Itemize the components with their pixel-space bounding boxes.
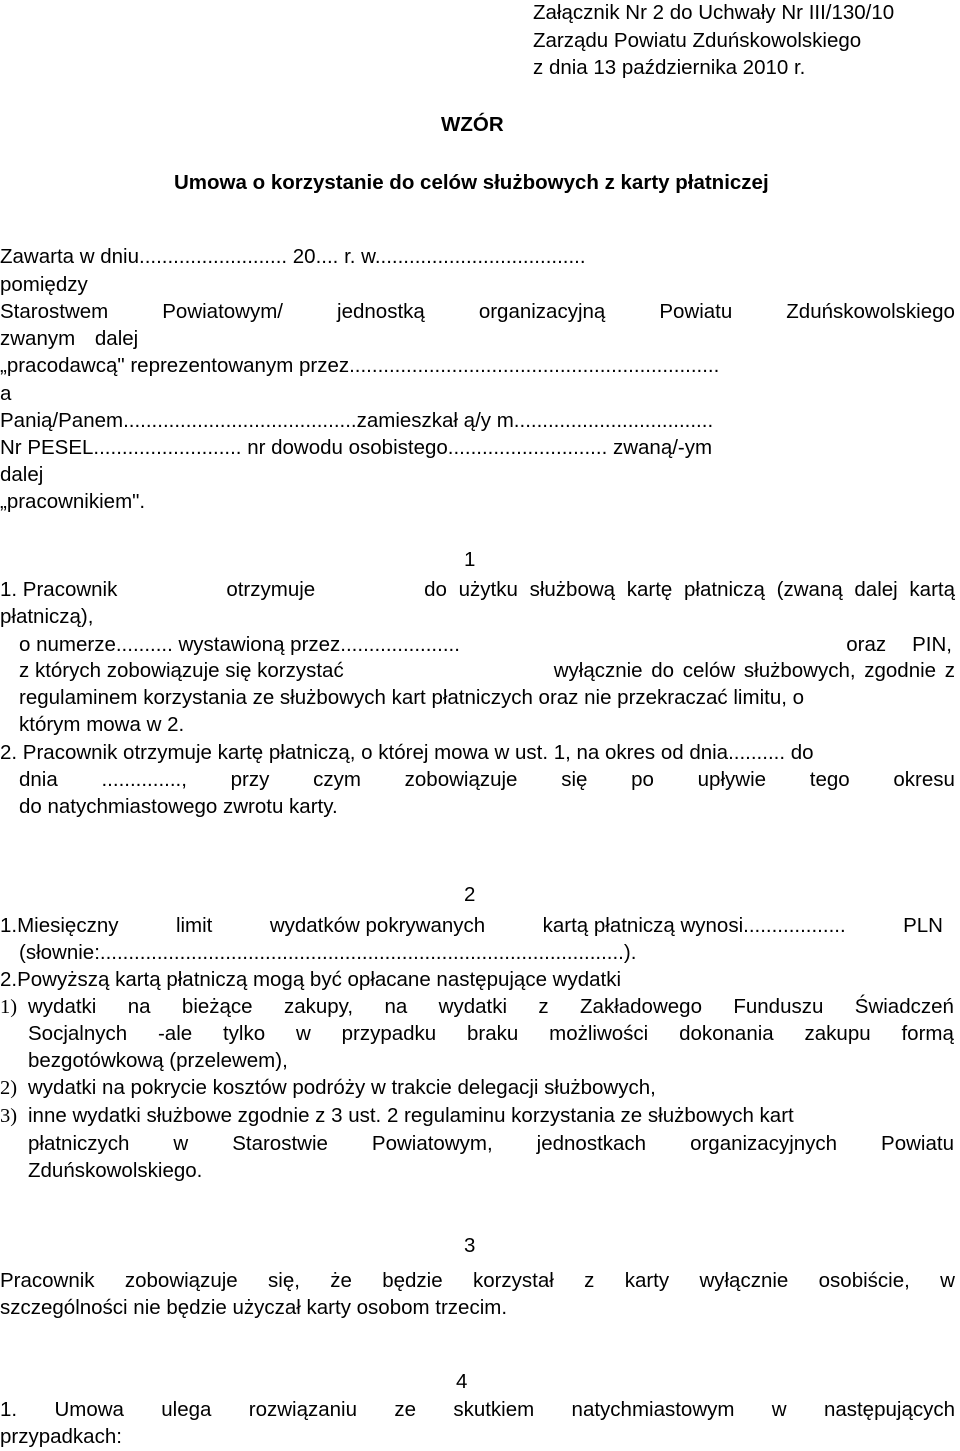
s1-p1-line-6: którym mowa w 2. xyxy=(19,713,185,736)
word: wydatki xyxy=(28,995,97,1018)
word: zobowiązuje xyxy=(404,768,518,791)
intro-line-5: „pracodawcą" reprezentowanym przez................................................................. xyxy=(0,354,720,377)
word: zakupu xyxy=(804,1022,871,1045)
word: z xyxy=(584,1269,595,1292)
section-3-heading xyxy=(464,1236,475,1257)
word: 1. xyxy=(0,1398,18,1421)
phrase: z których zobowiązuje się korzystać xyxy=(19,659,344,682)
phrase: otrzymuje xyxy=(226,578,316,601)
word: Funduszu xyxy=(733,995,824,1018)
word: -ale xyxy=(157,1022,193,1045)
word: dnia xyxy=(19,768,58,791)
word: organizacyjnych xyxy=(690,1132,838,1155)
s1-p1-line-4 xyxy=(19,661,955,682)
s2-p1-line-1 xyxy=(0,916,943,937)
section-4-heading xyxy=(456,1372,467,1393)
s2-p1-line-2: (słownie:............................................................................................). xyxy=(19,941,637,964)
word: korzystał xyxy=(472,1269,554,1292)
word: zakupy, xyxy=(283,995,354,1018)
word: czym xyxy=(313,768,361,791)
section-number: 4 xyxy=(456,1370,468,1393)
s1-p2-line-2 xyxy=(19,770,955,791)
phrase: PIN, xyxy=(912,633,952,656)
phrase: wyłącznie do celów służbowych, zgodnie z xyxy=(553,659,955,682)
s3-line-2: szczególności nie będzie użyczał karty osobom trzecim. xyxy=(0,1296,508,1319)
word: że xyxy=(330,1269,352,1292)
s2-p2: 2.Powyższą kartą płatniczą mogą być opłacane następujące wydatki xyxy=(0,968,622,991)
word: .............., xyxy=(101,768,187,791)
word: Powiatu xyxy=(659,300,733,323)
intro-line-9: dalej xyxy=(0,463,44,486)
word: ze xyxy=(394,1398,416,1421)
word: w xyxy=(173,1132,189,1155)
item-1-line-3: bezgotówkową (przelewem), xyxy=(28,1049,288,1072)
word: przypadku xyxy=(341,1022,437,1045)
word: się, xyxy=(268,1269,300,1292)
s4-line-1 xyxy=(0,1400,955,1421)
intro-line-7: Panią/Panem.........................................zamieszkał ą/y m................................... xyxy=(0,409,714,432)
word: skutkiem xyxy=(453,1398,535,1421)
word: ulega xyxy=(161,1398,212,1421)
word: tylko xyxy=(222,1022,266,1045)
section-1-heading xyxy=(464,550,475,571)
item-1-line-2 xyxy=(28,1024,954,1045)
word: braku xyxy=(467,1022,519,1045)
word: jednostką xyxy=(337,300,425,323)
word: PLN xyxy=(903,914,943,937)
phrase: o numerze.......... wystawioną przez..................... xyxy=(19,633,460,656)
word: z xyxy=(538,995,549,1018)
word: w xyxy=(771,1398,787,1421)
s1-p1-line-3 xyxy=(19,635,952,656)
word: bieżące xyxy=(181,995,253,1018)
word: przy xyxy=(230,768,270,791)
s1-p1-line-2: płatniczą), xyxy=(0,605,94,628)
word: na xyxy=(127,995,151,1018)
word: Socjalnych xyxy=(28,1022,128,1045)
intro-line-1: Zawarta w dniu.......................... 20.... r. w..................................... xyxy=(0,245,586,268)
word: Starostwie xyxy=(232,1132,328,1155)
section-number: 3 xyxy=(464,1234,476,1257)
s1-p1-line-1 xyxy=(0,580,955,601)
intro-line-8: Nr PESEL.......................... nr dowodu osobistego............................ zwaną/-ym xyxy=(0,436,713,459)
word: okresu xyxy=(893,768,955,791)
word: płatniczych xyxy=(28,1132,130,1155)
s4-line-2: przypadkach: xyxy=(0,1425,122,1448)
phrase: 1. Pracownik xyxy=(0,578,118,601)
item-2-number: 2) xyxy=(0,1077,18,1099)
annex-line-3: z dnia 13 października 2010 r. xyxy=(533,56,806,79)
s1-p2-line-1: 2. Pracownik otrzymuje kartę płatniczą, o której mowa w ust. 1, na okres od dnia.......... do xyxy=(0,741,814,764)
word: dalej xyxy=(94,327,139,350)
intro-line-4 xyxy=(0,329,138,350)
word: karty xyxy=(624,1269,670,1292)
word: Zakładowego xyxy=(580,995,702,1018)
word: osobiście, xyxy=(818,1269,910,1292)
word: następujących xyxy=(823,1398,955,1421)
word: formą xyxy=(901,1022,954,1045)
word: Powiatowym, xyxy=(371,1132,493,1155)
word: się xyxy=(561,768,588,791)
word: po xyxy=(631,768,654,791)
section-number: 1 xyxy=(464,548,476,571)
section-2-heading xyxy=(464,885,475,906)
word: 1.Miesięczny xyxy=(0,914,119,937)
word: limit xyxy=(175,914,213,937)
document-title: Umowa o korzystanie do celów służbowych z karty płatniczej xyxy=(174,171,769,194)
word: na xyxy=(384,995,408,1018)
word: wydatki xyxy=(438,995,508,1018)
item-1-number: 1) xyxy=(0,996,18,1018)
word: możliwości xyxy=(549,1022,649,1045)
item-3-line-2 xyxy=(28,1134,954,1155)
word: organizacyjną xyxy=(478,300,606,323)
item-3-line-1: inne wydatki służbowe zgodnie z 3 ust. 2 regulaminu korzystania ze służbowych kart xyxy=(28,1104,794,1127)
word: rozwiązaniu xyxy=(248,1398,358,1421)
phrase-group xyxy=(846,635,952,656)
word: zwanym xyxy=(0,327,76,350)
word: upływie xyxy=(697,768,767,791)
word: Zduńskowolskiego xyxy=(786,300,955,323)
annex-line-2: Zarządu Powiatu Zduńskowolskiego xyxy=(533,29,862,52)
word: jednostkach xyxy=(536,1132,647,1155)
phrase: oraz xyxy=(846,633,887,656)
intro-line-3 xyxy=(0,302,955,323)
word: będzie xyxy=(382,1269,443,1292)
word: natychmiastowym xyxy=(571,1398,735,1421)
item-3-number: 3) xyxy=(0,1105,18,1127)
item-1-line-1 xyxy=(28,997,954,1018)
intro-line-2: pomiędzy xyxy=(0,273,88,296)
word: zobowiązuje xyxy=(124,1269,238,1292)
intro-line-10: „pracownikiem". xyxy=(0,490,146,513)
word: dokonania xyxy=(679,1022,774,1045)
word: tego xyxy=(809,768,850,791)
word: wydatków pokrywanych xyxy=(269,914,486,937)
intro-line-6: a xyxy=(0,382,12,405)
s1-p2-line-3: do natychmiastowego zwrotu karty. xyxy=(19,795,338,818)
word: Powiatu xyxy=(881,1132,954,1155)
word: Starostwem xyxy=(0,300,109,323)
s3-line-1 xyxy=(0,1271,955,1292)
word: w xyxy=(295,1022,311,1045)
section-number: 2 xyxy=(464,883,476,906)
item-2-line-1: wydatki na pokrycie kosztów podróży w trakcie delegacji służbowych, xyxy=(28,1076,656,1099)
item-3-line-3: Zduńskowolskiego. xyxy=(28,1159,203,1182)
word: Pracownik xyxy=(0,1269,95,1292)
word: Umowa xyxy=(54,1398,124,1421)
word: Świadczeń xyxy=(854,995,954,1018)
annex-line-1: Załącznik Nr 2 do Uchwały Nr III/130/10 xyxy=(533,1,895,24)
word: kartą płatniczą wynosi.................. xyxy=(542,914,846,937)
s1-p1-line-5: regulaminem korzystania ze służbowych kart płatniczych oraz nie przekraczać limitu, o xyxy=(19,686,805,709)
draft-label: WZÓR xyxy=(441,113,504,136)
phrase: do użytku służbową kartę płatniczą (zwaną dalej kartą xyxy=(424,578,955,601)
word: wyłącznie xyxy=(699,1269,789,1292)
word: w xyxy=(940,1269,955,1292)
word: Powiatowym/ xyxy=(162,300,284,323)
